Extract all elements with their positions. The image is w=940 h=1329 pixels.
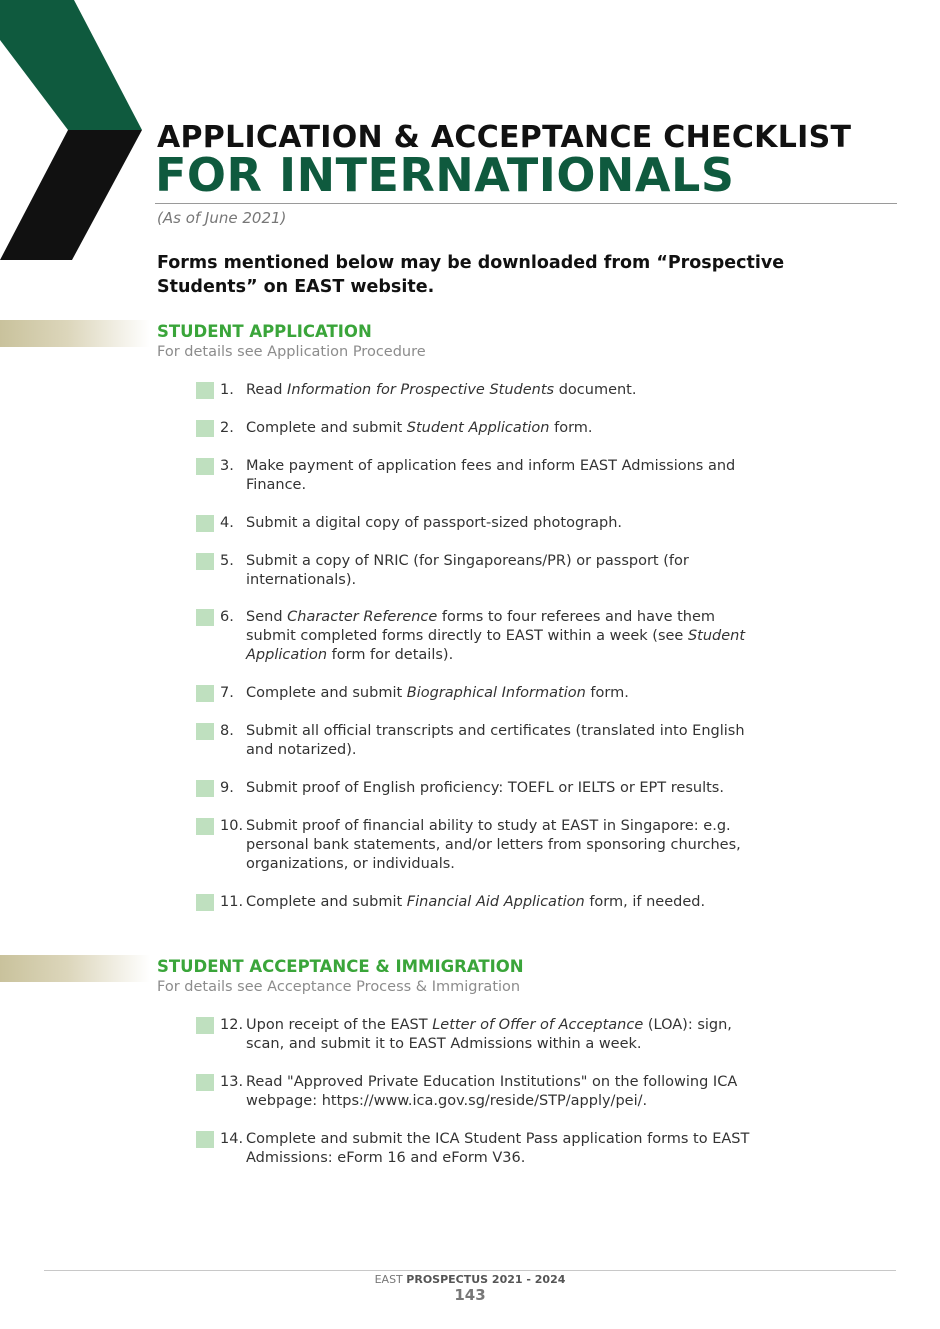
- item-segment: Submit all official transcripts and certificates (translated into English: [246, 723, 745, 739]
- item-segment: scan, and submit it to EAST Admissions within a week.: [246, 1036, 642, 1052]
- item-segment: Send: [246, 609, 288, 625]
- item-line: [246, 855, 776, 874]
- item-segment: Admissions: eForm 16 and eForm V36.: [246, 1150, 526, 1166]
- item-text: [246, 1016, 776, 1054]
- item-emphasis: Student Application: [406, 420, 550, 436]
- item-line: [246, 627, 776, 646]
- item-emphasis: Information for Prospective Students: [287, 382, 555, 398]
- item-segment: form, if needed.: [584, 894, 706, 910]
- item-line: [246, 1130, 776, 1149]
- intro-text: [157, 251, 797, 299]
- item-line: [246, 741, 776, 760]
- checkbox[interactable]: [196, 894, 214, 911]
- checkbox[interactable]: [196, 420, 214, 437]
- checklist-item: [196, 1130, 776, 1168]
- item-text: [246, 514, 776, 533]
- footer-publication: [0, 1273, 940, 1286]
- item-line: [246, 684, 776, 703]
- section-title-application: STUDENT APPLICATION: [157, 322, 372, 341]
- checklist-item: [196, 779, 776, 798]
- item-line: [246, 381, 776, 400]
- chevron-graphic: [0, 0, 150, 265]
- item-segment: forms to four referees and have them: [437, 609, 716, 625]
- page-title-line2: FOR INTERNATIONALS: [155, 148, 735, 202]
- item-number: 9.: [220, 780, 234, 796]
- item-line: [246, 1035, 776, 1054]
- checklist-item: [196, 1073, 776, 1111]
- item-segment: form for details).: [327, 647, 454, 663]
- checkbox[interactable]: [196, 1074, 214, 1091]
- item-segment: form.: [585, 685, 629, 701]
- checklist-item: [196, 1016, 776, 1054]
- checklist-item: [196, 684, 776, 703]
- item-segment: and notarized).: [246, 742, 357, 758]
- item-emphasis: Student: [687, 628, 746, 644]
- item-emphasis: Character Reference: [287, 609, 438, 625]
- item-line: [246, 608, 776, 627]
- item-segment: Complete and submit: [246, 420, 407, 436]
- item-line: [246, 1016, 776, 1035]
- item-line: [246, 779, 776, 798]
- checklist-item: [196, 419, 776, 438]
- item-segment: Complete and submit: [246, 894, 407, 910]
- item-text: [246, 552, 776, 590]
- checkbox[interactable]: [196, 1017, 214, 1034]
- item-text: [246, 608, 776, 665]
- item-text: [246, 1130, 776, 1168]
- intro-line: Forms mentioned below may be downloaded from “Prospective: [157, 253, 785, 273]
- item-segment: internationals).: [246, 572, 357, 588]
- section-subtitle-acceptance: For details see Acceptance Process & Immigration: [157, 979, 521, 995]
- footer-divider: [44, 1270, 896, 1271]
- item-line: [246, 817, 776, 836]
- section-band: [0, 955, 150, 982]
- item-text: [246, 893, 776, 912]
- item-number: 11.: [220, 894, 244, 910]
- item-segment: Read "Approved Private Education Institutions" on the following ICA: [246, 1074, 738, 1090]
- checklist-item: [196, 514, 776, 533]
- item-number: 2.: [220, 420, 234, 436]
- item-line: [246, 646, 776, 665]
- section-band: [0, 320, 150, 347]
- intro-line: Students” on EAST website.: [157, 277, 435, 297]
- footer-prefix: EAST: [374, 1273, 403, 1286]
- item-segment: document.: [554, 382, 637, 398]
- item-segment: Complete and submit the ICA Student Pass application forms to EAST: [246, 1131, 750, 1147]
- page-title-line1: APPLICATION & ACCEPTANCE CHECKLIST: [157, 120, 852, 155]
- item-text: [246, 684, 776, 703]
- item-number: 14.: [220, 1131, 244, 1147]
- item-segment: form.: [549, 420, 593, 436]
- item-emphasis: Letter of Offer of Acceptance: [432, 1017, 644, 1033]
- item-segment: Submit proof of financial ability to study at EAST in Singapore: e.g.: [246, 818, 731, 834]
- title-divider: [155, 203, 897, 204]
- checklist-item: [196, 893, 776, 912]
- item-line: [246, 893, 776, 912]
- item-line: [246, 836, 776, 855]
- item-line: [246, 419, 776, 438]
- checkbox[interactable]: [196, 382, 214, 399]
- item-line: [246, 1149, 776, 1168]
- page-number: 143: [454, 1286, 486, 1304]
- item-line: [246, 722, 776, 741]
- item-segment: (LOA): sign,: [643, 1017, 732, 1033]
- item-text: [246, 779, 776, 798]
- as-of-date: (As of June 2021): [157, 209, 287, 227]
- item-number: 12.: [220, 1017, 244, 1033]
- item-number: 6.: [220, 609, 234, 625]
- item-line: [246, 1073, 776, 1092]
- item-line: [246, 552, 776, 571]
- checkbox[interactable]: [196, 1131, 214, 1148]
- item-number: 5.: [220, 553, 234, 569]
- item-segment: Submit proof of English proficiency: TOEFL or IELTS or EPT results.: [246, 780, 724, 796]
- checklist-item: [196, 817, 776, 874]
- item-text: [246, 419, 776, 438]
- checkbox[interactable]: [196, 609, 214, 626]
- checkbox[interactable]: [196, 553, 214, 570]
- checklist-item: [196, 457, 776, 495]
- item-number: 7.: [220, 685, 234, 701]
- checklist-item: [196, 552, 776, 590]
- item-segment: Read: [246, 382, 288, 398]
- item-number: 3.: [220, 458, 234, 474]
- item-number: 8.: [220, 723, 234, 739]
- checkbox[interactable]: [196, 515, 214, 532]
- item-segment: Submit a copy of NRIC (for Singaporeans/PR) or passport (for: [246, 553, 689, 569]
- checklist-item: [196, 608, 776, 665]
- item-text: [246, 817, 776, 874]
- section-title-acceptance: STUDENT ACCEPTANCE & IMMIGRATION: [157, 957, 524, 976]
- item-number: 13.: [220, 1074, 244, 1090]
- item-segment: submit completed forms directly to EAST within a week (see: [246, 628, 688, 644]
- item-segment: Finance.: [246, 477, 307, 493]
- section-subtitle-application: For details see Application Procedure: [157, 344, 426, 360]
- item-number: 1.: [220, 382, 234, 398]
- footer-title: PROSPECTUS 2021 - 2024: [406, 1273, 566, 1286]
- checkbox[interactable]: [196, 818, 214, 835]
- item-line: [246, 571, 776, 590]
- chevron-black-shape: [0, 130, 142, 260]
- item-line: [246, 514, 776, 533]
- chevron-green-shape: [0, 0, 142, 130]
- checkbox[interactable]: [196, 723, 214, 740]
- item-segment: organizations, or individuals.: [246, 856, 455, 872]
- item-segment: webpage: https://www.ica.gov.sg/reside/STP/apply/pei/.: [246, 1093, 648, 1109]
- checkbox[interactable]: [196, 685, 214, 702]
- checklist-item: [196, 381, 776, 400]
- item-segment: Submit a digital copy of passport-sized photograph.: [246, 515, 622, 531]
- item-text: [246, 722, 776, 760]
- item-emphasis: Financial Aid Application: [406, 894, 585, 910]
- checkbox[interactable]: [196, 458, 214, 475]
- item-segment: personal bank statements, and/or letters from sponsoring churches,: [246, 837, 741, 853]
- item-line: [246, 457, 776, 476]
- item-segment: Upon receipt of the EAST: [246, 1017, 433, 1033]
- item-line: [246, 476, 776, 495]
- item-emphasis: Biographical Information: [406, 685, 586, 701]
- item-segment: Complete and submit: [246, 685, 407, 701]
- item-text: [246, 457, 776, 495]
- item-emphasis: Application: [246, 647, 328, 663]
- checklist-item: [196, 722, 776, 760]
- item-text: [246, 381, 776, 400]
- item-segment: Make payment of application fees and inform EAST Admissions and: [246, 458, 736, 474]
- item-number: 10.: [220, 818, 244, 834]
- checkbox[interactable]: [196, 780, 214, 797]
- item-line: [246, 1092, 776, 1111]
- item-number: 4.: [220, 515, 234, 531]
- item-text: [246, 1073, 776, 1111]
